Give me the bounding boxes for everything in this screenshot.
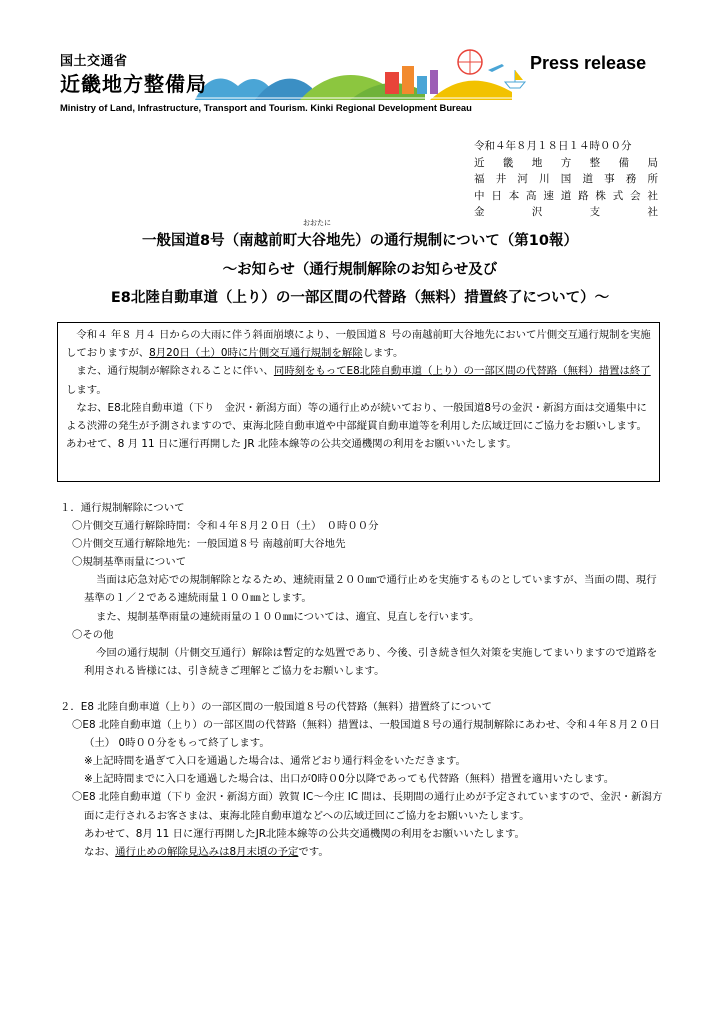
summary-underline-2: 同時刻をもってE8北陸自動車道（上り）の一部区間の代替路（無料）措置は終了 xyxy=(273,365,651,378)
document-body xyxy=(60,499,665,861)
section-1-heading: １．通行規制解除について xyxy=(60,502,185,514)
issuer-kanazawa-branch: 金 沢 支 社 xyxy=(474,206,658,218)
section-1-item-2: 〇片側交互通行解除地先：一般国道８号 南越前町大谷地先 xyxy=(72,538,346,551)
letterhead xyxy=(0,0,720,120)
summary-paragraph-3: なお、E8北陸自動車道（下り 金沢・新潟方面）等の通行止めが続いており、一般国道8号の金沢・新潟方面は交通集中による渋滞の発生が予測されますので、東海北陸自動車道や中部縦貫自動車道等を利用した広域迂回にご協力をお願いします。 あわせて、8 月 11 日に運行再開した JR 北陸本線等の公共交通機関の利用をお願いいたします。 xyxy=(66,401,647,451)
summary-paragraph-2: また、通行規制が解除されることに伴い、同時刻をもってE8北陸自動車道（上り）の一部区間の代替路（無料）措置は終了します。 xyxy=(66,365,651,396)
section-2-note-1: ※上記時間を過ぎて入口を通過した場合は、通常どおり通行料金をいただきます。 xyxy=(84,755,466,768)
summary-underline-1: 8月20日（土）0時に片側交互通行規制を解除 xyxy=(149,347,363,360)
title-line-2: ～お知らせ（通行規制解除のお知らせ及び xyxy=(222,262,498,278)
section-1-item-3: 〇規制基準雨量について xyxy=(72,556,187,569)
issuer-kinki-bureau: 近 畿 地 方 整 備 局 xyxy=(474,156,658,169)
section-2-item-2-b: あわせて、8月 11 日に運行再開したJR北陸本線等の公共交通機関の利用をお願いいたします。 xyxy=(84,827,525,840)
ministry-name-jp: 国土交通省 xyxy=(60,54,128,69)
bureau-name-jp: 近畿地方整備局 xyxy=(60,72,207,96)
issue-date: 令和４年８月１８日１４時００分 xyxy=(474,140,632,152)
section-2-heading: ２．E8 北陸自動車道（上り）の一部区間の一般国道８号の代替路（無料）措置終了について xyxy=(60,700,492,713)
section-1-item-3-text-1: 当面は応急対応での規制解除となるため、連続雨量２００㎜で通行止めを実施するものとしていますが、当面の間、現行基準の１／２である連続雨量１００㎜とします。 xyxy=(84,574,657,605)
section-2-item-1: 〇E8 北陸自動車道（上り）の一部区間の代替路（無料）措置は、一般国道８号の通行規制解除にあわせ、令和４年８月２０日（土） 0時００分をもって終了します。 xyxy=(72,719,660,750)
section-2-item-2: 〇E8 北陸自動車道（下り 金沢・新潟方面）敦賀 IC～今庄 IC 間は、長期間の通行止めが予定されていますので、金沢・新潟方面に走行されるお客さまは、東海北陸自動車道などへの広域迂回にご協力をお願いいたします。 xyxy=(72,791,663,822)
section-2-item-2-c: なお、通行止めの解除見込みは8月末頃の予定です。 xyxy=(84,845,329,858)
section-2-note-2: ※上記時間までに入口を通過した場合は、出口が0時０0分以降であっても代替路（無料）措置を適用いたします。 xyxy=(84,773,615,786)
section-1-item-4: 〇その他 xyxy=(72,628,114,641)
section-1-item-3-text-2: また、規制基準雨量の連続雨量の１００㎜については、適宜、見直しを行います。 xyxy=(96,610,480,623)
press-release-label: Press release xyxy=(530,53,647,73)
issuer-nexco: 中 日 本 高 速 道 路 株 式 会 社 xyxy=(474,189,658,202)
section-2-underline: 通行止めの解除見込みは8月末頃の予定 xyxy=(115,845,299,858)
section-1-item-4-text: 今回の通行規制（片側交互通行）解除は暫定的な処置であり、今後、引き続き恒久対策を実施してまいりますので道路を利用される皆様には、引き続きご理解とご協力をお願いします。 xyxy=(84,646,658,677)
title-line-3: E8北陸自動車道（上り）の一部区間の代替路（無料）措置終了について）～ xyxy=(110,290,610,306)
title-line-1: 一般国道8号（南越前町大谷地先）の通行規制について（第10報） xyxy=(142,233,578,249)
summary-paragraph-1: 令和４ 年８ 月４ 日からの大雨に伴う斜面崩壊により、一般国道８ 号の南越前町大谷地先において片側交互通行規制を実施しておりますが、8月20日（土）0時に片側交互通行規制を解除します。 xyxy=(66,329,651,360)
issuer-block xyxy=(474,138,658,221)
title-furigana: おおたに xyxy=(303,219,331,227)
summary-box xyxy=(57,322,660,482)
section-1-item-1: 〇片側交互通行解除時間：令和４年８月２０日（土） ０時００分 xyxy=(72,520,379,533)
issuer-fukui-office: 福 井 河 川 国 道 事 務 所 xyxy=(474,173,658,185)
ministry-name-en: Ministry of Land, Infrastructure, Transport and Tourism. Kinki Regional Development Bureau xyxy=(60,102,472,113)
